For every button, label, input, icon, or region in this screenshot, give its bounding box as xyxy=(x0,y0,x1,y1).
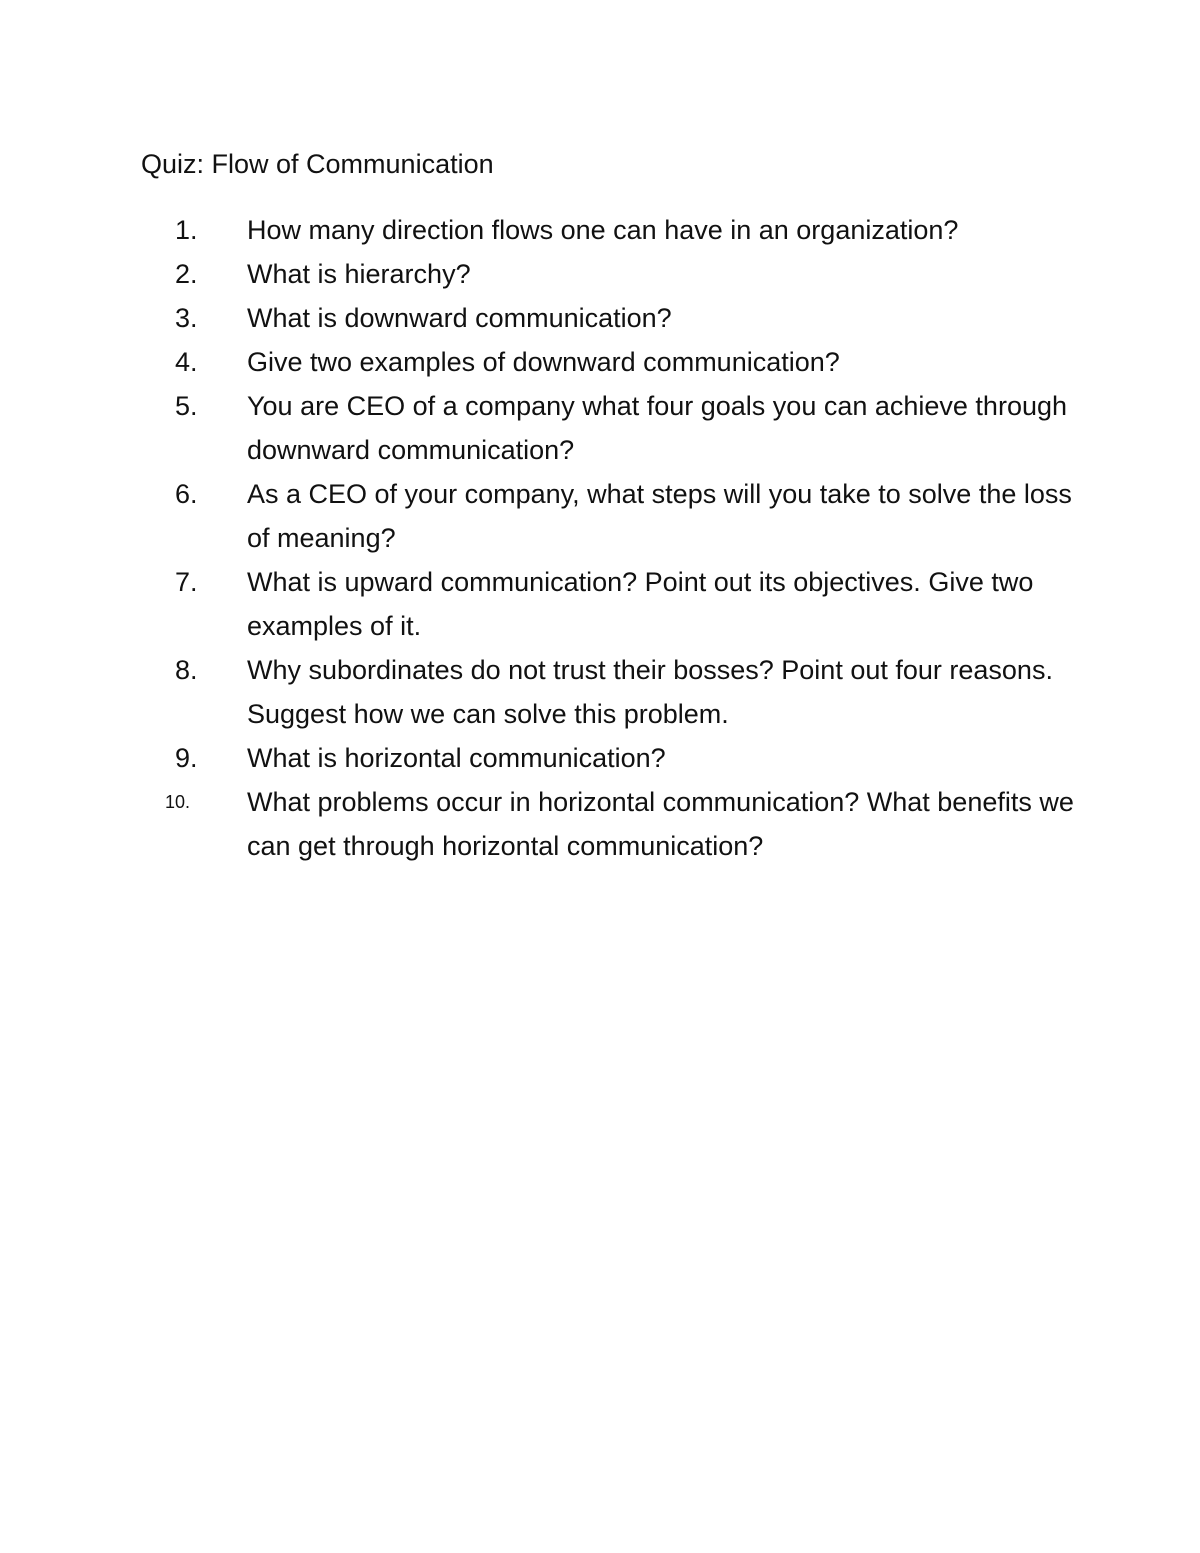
question-item xyxy=(141,296,1081,340)
question-text: How many direction flows one can have in an organization? xyxy=(247,215,959,245)
question-number: 10. xyxy=(165,792,191,812)
question-text: What is horizontal communication? xyxy=(247,743,666,773)
question-item xyxy=(141,252,1081,296)
question-number: 4. xyxy=(175,347,198,377)
question-number: 8. xyxy=(175,655,198,685)
question-number: 1. xyxy=(175,215,198,245)
question-text: What is hierarchy? xyxy=(247,259,471,289)
question-item xyxy=(141,384,1081,472)
question-text: Why subordinates do not trust their bosses? Point out four reasons. Suggest how we can solve this problem. xyxy=(247,655,1053,729)
question-item xyxy=(141,208,1081,252)
question-number: 3. xyxy=(175,303,198,333)
question-text: What is downward communication? xyxy=(247,303,672,333)
question-number: 9. xyxy=(175,743,198,773)
question-item xyxy=(141,648,1081,736)
question-item xyxy=(141,560,1081,648)
question-text: As a CEO of your company, what steps will you take to solve the loss of meaning? xyxy=(247,479,1072,553)
question-number: 5. xyxy=(175,391,198,421)
question-number: 6. xyxy=(175,479,198,509)
question-number: 2. xyxy=(175,259,198,289)
question-item xyxy=(141,736,1081,780)
question-text: What is upward communication? Point out its objectives. Give two examples of it. xyxy=(247,567,1034,641)
question-item xyxy=(141,472,1081,560)
question-list xyxy=(141,208,1081,868)
document-title: Quiz: Flow of Communication xyxy=(141,149,494,179)
question-text: What problems occur in horizontal communication? What benefits we can get through horizontal communication? xyxy=(247,787,1074,861)
question-item xyxy=(141,340,1081,384)
question-text: You are CEO of a company what four goals you can achieve through downward communication? xyxy=(247,391,1068,465)
question-text: Give two examples of downward communication? xyxy=(247,347,840,377)
question-item xyxy=(141,780,1081,868)
question-number: 7. xyxy=(175,567,198,597)
